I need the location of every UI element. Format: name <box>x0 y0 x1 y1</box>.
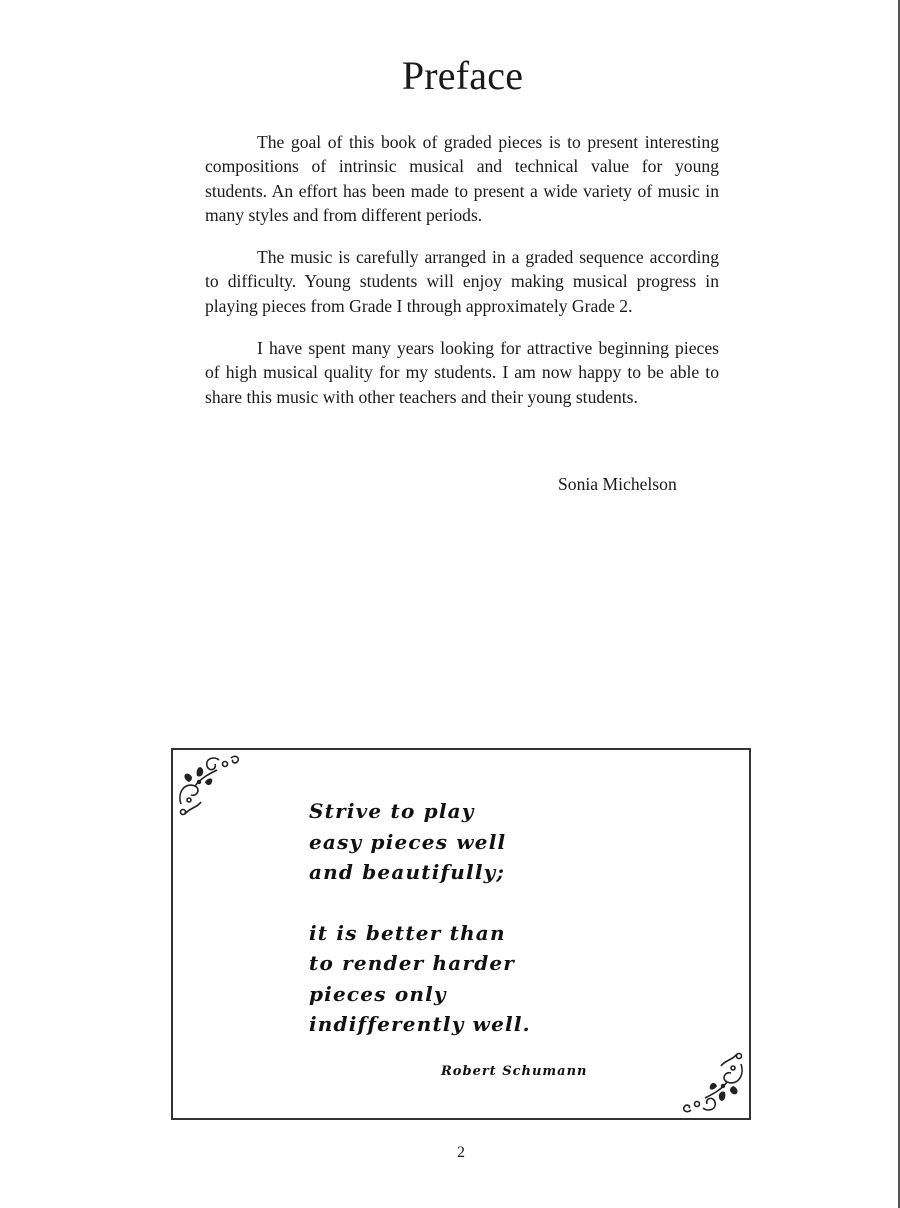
preface-paragraph-3: I have spent many years looking for attractive beginning pieces of high musical quality for my students. I am now happy to be able to share this music with other teachers and their young students. <box>205 338 719 407</box>
quote-line-3: and beautifully; <box>309 860 506 884</box>
page-title: Preface <box>401 53 524 98</box>
signature: Sonia Michelson <box>558 474 677 494</box>
quote-author: Robert Schumann <box>441 1064 588 1079</box>
quote-line-5: to render harder <box>309 951 516 975</box>
quote-line-4: it is better than <box>309 920 506 945</box>
quote-box <box>171 748 751 1120</box>
flourish-corner-icon <box>175 752 245 822</box>
quote-text <box>309 796 531 1040</box>
preface-body <box>205 130 719 427</box>
preface-paragraph-2: The music is carefully arranged in a graded sequence according to difficulty. Young students will enjoy making musical progress in playing pieces from Grade I through approximately Grade 2. <box>205 247 719 316</box>
quote-line-7: indifferently well. <box>309 1012 531 1036</box>
flourish-corner-icon <box>677 1046 747 1116</box>
quote-line-6: pieces only <box>309 981 447 1006</box>
quote-line-2: easy pieces well <box>309 829 507 854</box>
page-number: 2 <box>457 1144 465 1161</box>
quote-line-1: Strive to play <box>309 799 475 823</box>
preface-paragraph-1: The goal of this book of graded pieces is to present interesting compositions of intrinsic musical and technical value for young students. An effort has been made to present a wide variety of music in many styles and from different periods. <box>205 132 719 225</box>
quote-stanza-gap <box>309 888 531 918</box>
